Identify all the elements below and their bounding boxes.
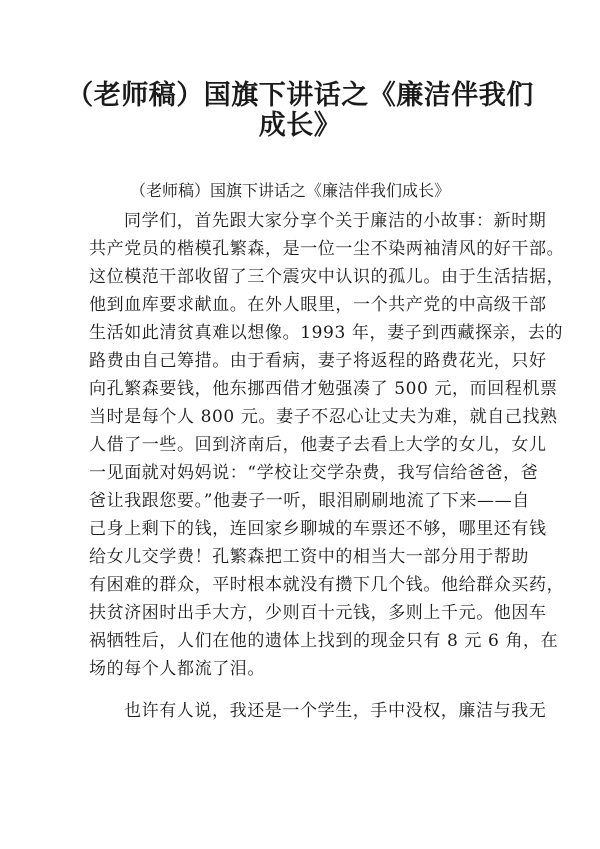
document-title-line-1: （老师稿）国旗下讲话之《廉洁伴我们 <box>66 80 534 111</box>
text-line: 己身上剩下的钱，连回家乡聊城的车票还不够，哪里还有钱 <box>89 519 547 539</box>
text-line: 向孔繁森要钱，他东挪西借才勉强凑了 500 元，而回程机票 <box>89 379 558 399</box>
text-line: 生活如此清贫真难以想像。1993 年，妻子到西藏探亲，去的 <box>89 323 564 343</box>
text-line: 路费由自己筹措。由于看病，妻子将返程的路费花光，只好 <box>89 351 547 371</box>
text-line: 爸让我跟您要。”他妻子一听，眼泪刷刷地流了下来——自 <box>89 491 530 511</box>
text-line: 祸牺牲后，人们在他的遗体上找到的现金只有 8 元 6 角，在 <box>89 631 559 651</box>
text-line: 有困难的群众，平时根本就没有攒下几个钱。他给群众买药， <box>89 575 565 595</box>
text-line: 人借了一些。回到济南后，他妻子去看上大学的女儿，女儿 <box>89 435 547 455</box>
text-line: 给女儿交学费！孔繁森把工资中的相当大一部分用于帮助 <box>89 547 529 567</box>
text-line: 共产党员的楷模孔繁森，是一位一尘不染两袖清风的好干部。 <box>89 239 565 259</box>
text-line: 场的每个人都流了泪。 <box>89 659 265 679</box>
text-line: 扶贫济困时出手大方，少则百十元钱，多则上千元。他因车 <box>89 603 547 623</box>
text-line: 他到血库要求献血。在外人眼里，一个共产党的中高级干部 <box>89 295 547 315</box>
document-subtitle: （老师稿）国旗下讲话之《廉洁伴我们成长》 <box>130 181 451 200</box>
text-line: 当时是每个人 800 元。妻子不忍心让丈夫为难，就自己找熟 <box>89 407 558 427</box>
text-line: 这位模范干部收留了三个震灾中认识的孤儿。由于生活拮据， <box>89 267 565 287</box>
document-title-line-2: 成长》 <box>258 110 342 141</box>
text-line: 也许有人说，我还是一个学生，手中没权，廉洁与我无 <box>124 701 547 721</box>
text-line: 同学们，首先跟大家分享个关于廉洁的小故事：新时期 <box>124 211 547 231</box>
text-line: 一见面就对妈妈说：“学校让交学杂费，我写信给爸爸，爸 <box>89 463 539 483</box>
